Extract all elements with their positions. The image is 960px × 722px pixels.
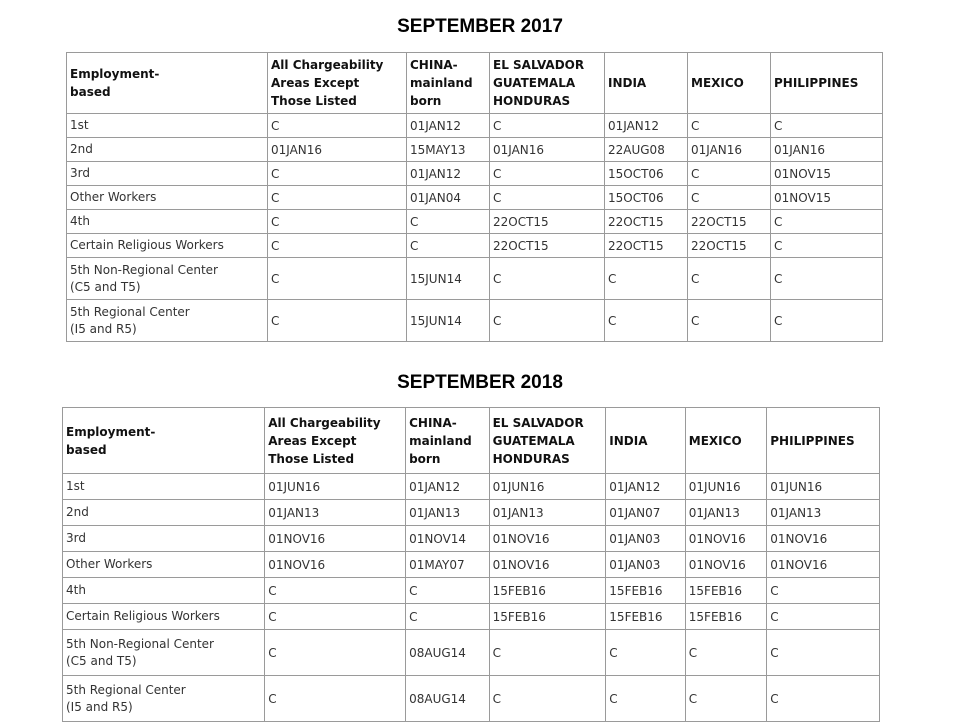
date-cell: 15JUN14: [407, 300, 490, 342]
date-cell: 15FEB16: [685, 578, 766, 604]
date-cell: 22OCT15: [490, 210, 605, 234]
header-row: [63, 408, 880, 474]
date-cell: C: [268, 186, 407, 210]
date-cell: 15FEB16: [489, 604, 606, 630]
date-cell: C: [268, 210, 407, 234]
date-cell: 01NOV16: [265, 552, 406, 578]
date-cell: C: [767, 604, 880, 630]
category-cell: 4th: [67, 210, 268, 234]
category-cell: Other Workers: [63, 552, 265, 578]
table-row: [67, 186, 883, 210]
date-cell: 22OCT15: [605, 234, 688, 258]
date-cell: C: [265, 578, 406, 604]
table-row: [63, 604, 880, 630]
table-row: [67, 300, 883, 342]
date-cell: 01JAN12: [605, 114, 688, 138]
visa-bulletin-table: [66, 52, 883, 342]
date-cell: 01JAN12: [407, 114, 490, 138]
date-cell: 01JAN13: [406, 500, 490, 526]
date-cell: C: [605, 258, 688, 300]
category-cell: 4th: [63, 578, 265, 604]
table-row: [67, 162, 883, 186]
date-cell: 01JAN03: [606, 552, 685, 578]
date-cell: C: [688, 300, 771, 342]
column-header: Employment- based: [67, 53, 268, 114]
table-row: [63, 552, 880, 578]
date-cell: C: [265, 676, 406, 722]
date-cell: 01JAN12: [606, 474, 685, 500]
column-header: INDIA: [606, 408, 685, 474]
column-header: All Chargeability Areas Except Those Listed: [265, 408, 406, 474]
date-cell: 01JAN07: [606, 500, 685, 526]
date-cell: 01NOV15: [771, 162, 883, 186]
category-cell: 3rd: [67, 162, 268, 186]
column-header: PHILIPPINES: [767, 408, 880, 474]
table-row: [63, 578, 880, 604]
date-cell: 01JAN16: [688, 138, 771, 162]
category-cell: 2nd: [67, 138, 268, 162]
date-cell: 01JAN12: [407, 162, 490, 186]
table-row: [63, 526, 880, 552]
column-header: Employment- based: [63, 408, 265, 474]
date-cell: C: [771, 114, 883, 138]
date-cell: 15OCT06: [605, 186, 688, 210]
date-cell: C: [606, 676, 685, 722]
date-cell: C: [688, 162, 771, 186]
category-cell: 5th Regional Center (I5 and R5): [63, 676, 265, 722]
date-cell: C: [489, 676, 606, 722]
category-cell: 2nd: [63, 500, 265, 526]
date-cell: 15OCT06: [605, 162, 688, 186]
table-row: [67, 138, 883, 162]
column-header: EL SALVADOR GUATEMALA HONDURAS: [490, 53, 605, 114]
table-title: SEPTEMBER 2017: [397, 16, 563, 37]
date-cell: C: [406, 578, 490, 604]
date-cell: 15FEB16: [606, 604, 685, 630]
date-cell: C: [265, 630, 406, 676]
table-row: [63, 676, 880, 722]
date-cell: C: [767, 578, 880, 604]
date-cell: C: [688, 258, 771, 300]
date-cell: 01JAN03: [606, 526, 685, 552]
date-cell: C: [767, 676, 880, 722]
column-header: MEXICO: [685, 408, 766, 474]
category-cell: 1st: [63, 474, 265, 500]
date-cell: C: [407, 234, 490, 258]
date-cell: 08AUG14: [406, 676, 490, 722]
table-row: [63, 500, 880, 526]
date-cell: 01NOV16: [685, 526, 766, 552]
category-cell: 5th Non-Regional Center (C5 and T5): [67, 258, 268, 300]
date-cell: C: [688, 114, 771, 138]
date-cell: 15FEB16: [606, 578, 685, 604]
table-row: [63, 630, 880, 676]
date-cell: 01NOV15: [771, 186, 883, 210]
date-cell: C: [268, 258, 407, 300]
date-cell: C: [606, 630, 685, 676]
date-cell: 22OCT15: [688, 234, 771, 258]
category-cell: 5th Regional Center (I5 and R5): [67, 300, 268, 342]
visa-bulletin-table: [62, 407, 880, 722]
table-row: [63, 474, 880, 500]
date-cell: C: [767, 630, 880, 676]
category-cell: Certain Religious Workers: [67, 234, 268, 258]
date-cell: 01JAN13: [685, 500, 766, 526]
date-cell: 01JUN16: [767, 474, 880, 500]
date-cell: 15FEB16: [685, 604, 766, 630]
date-cell: 01JAN13: [265, 500, 406, 526]
table-row: [67, 210, 883, 234]
date-cell: 01NOV16: [489, 526, 606, 552]
date-cell: C: [268, 162, 407, 186]
column-header: CHINA- mainland born: [407, 53, 490, 114]
date-cell: C: [771, 210, 883, 234]
date-cell: C: [490, 114, 605, 138]
column-header: INDIA: [605, 53, 688, 114]
date-cell: C: [685, 676, 766, 722]
date-cell: C: [268, 234, 407, 258]
date-cell: C: [407, 210, 490, 234]
date-cell: C: [268, 300, 407, 342]
date-cell: C: [490, 162, 605, 186]
date-cell: C: [406, 604, 490, 630]
date-cell: 01MAY07: [406, 552, 490, 578]
date-cell: 22OCT15: [688, 210, 771, 234]
table-row: [67, 234, 883, 258]
date-cell: C: [771, 258, 883, 300]
date-cell: C: [605, 300, 688, 342]
date-cell: 01JUN16: [265, 474, 406, 500]
table-row: [67, 258, 883, 300]
category-cell: Certain Religious Workers: [63, 604, 265, 630]
date-cell: C: [771, 300, 883, 342]
date-cell: C: [489, 630, 606, 676]
date-cell: 01NOV16: [489, 552, 606, 578]
date-cell: 22AUG08: [605, 138, 688, 162]
date-cell: 01JAN12: [406, 474, 490, 500]
date-cell: 01JAN04: [407, 186, 490, 210]
date-cell: 01NOV16: [767, 552, 880, 578]
date-cell: 22OCT15: [605, 210, 688, 234]
date-cell: C: [268, 114, 407, 138]
date-cell: 01JAN13: [767, 500, 880, 526]
date-cell: 01JAN16: [268, 138, 407, 162]
date-cell: 01JUN16: [489, 474, 606, 500]
column-header: All Chargeability Areas Except Those Listed: [268, 53, 407, 114]
date-cell: 01JAN16: [490, 138, 605, 162]
date-cell: C: [490, 258, 605, 300]
category-cell: Other Workers: [67, 186, 268, 210]
table-title: SEPTEMBER 2018: [397, 372, 563, 393]
date-cell: C: [771, 234, 883, 258]
date-cell: 22OCT15: [490, 234, 605, 258]
date-cell: 01JAN13: [489, 500, 606, 526]
column-header: EL SALVADOR GUATEMALA HONDURAS: [489, 408, 606, 474]
date-cell: 15FEB16: [489, 578, 606, 604]
date-cell: 01NOV14: [406, 526, 490, 552]
date-cell: 01JAN16: [771, 138, 883, 162]
date-cell: C: [688, 186, 771, 210]
date-cell: 15MAY13: [407, 138, 490, 162]
date-cell: C: [490, 186, 605, 210]
date-cell: 15JUN14: [407, 258, 490, 300]
table-row: [67, 114, 883, 138]
category-cell: 5th Non-Regional Center (C5 and T5): [63, 630, 265, 676]
column-header: PHILIPPINES: [771, 53, 883, 114]
header-row: [67, 53, 883, 114]
date-cell: 01JUN16: [685, 474, 766, 500]
date-cell: C: [265, 604, 406, 630]
date-cell: 08AUG14: [406, 630, 490, 676]
date-cell: 01NOV16: [767, 526, 880, 552]
date-cell: C: [685, 630, 766, 676]
category-cell: 1st: [67, 114, 268, 138]
date-cell: 01NOV16: [685, 552, 766, 578]
column-header: MEXICO: [688, 53, 771, 114]
date-cell: 01NOV16: [265, 526, 406, 552]
category-cell: 3rd: [63, 526, 265, 552]
column-header: CHINA- mainland born: [406, 408, 490, 474]
date-cell: C: [490, 300, 605, 342]
